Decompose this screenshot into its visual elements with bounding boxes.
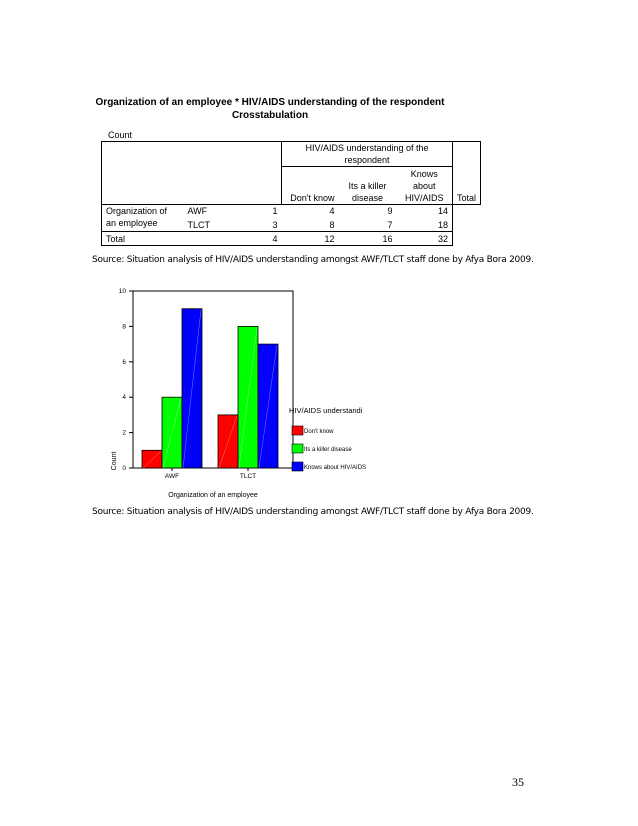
row-group-label: Organization of an employee	[102, 205, 184, 232]
legend-label: Don't know	[304, 429, 334, 435]
y-tick-label: 10	[118, 288, 126, 295]
col-total-header: Total	[453, 142, 481, 205]
source-caption-chart: Source: Situation analysis of HIV/AIDS understanding amongst AWF/TLCT staff done by Afya Bora 2009.	[92, 507, 534, 517]
cell: 12	[282, 231, 339, 245]
cell: 1	[272, 206, 278, 216]
cell: 7	[387, 219, 393, 230]
cell: 32	[397, 231, 453, 245]
crosstab-title-line2: Crosstabulation	[231, 110, 309, 121]
y-tick-label: 8	[122, 323, 126, 331]
crosstab-title-line1: Organization of an employee * HIV/AIDS understanding of the respondent	[95, 97, 445, 108]
legend-label: Knows about HIV/AIDS	[304, 465, 367, 471]
y-tick-label: 0	[122, 465, 126, 472]
legend-label: Its a killer disease	[304, 447, 352, 453]
y-axis-label: Count	[111, 451, 118, 471]
cell: 4	[225, 231, 282, 245]
cell: 8	[329, 219, 335, 230]
cell: 4	[329, 206, 335, 216]
legend-swatch	[292, 426, 303, 435]
row-label-total: Total	[102, 231, 225, 245]
source-caption-table: Source: Situation analysis of HIV/AIDS understanding amongst AWF/TLCT staff done by Afya Bora 2009.	[92, 255, 534, 265]
col-killer-header: Its a killer disease	[339, 167, 397, 205]
row-label-awf: AWF	[187, 206, 208, 216]
group-header: HIV/AIDS understanding of the respondent	[282, 142, 453, 167]
cell: 18	[397, 217, 453, 231]
y-tick-label: 2	[122, 429, 126, 437]
cell: 9	[387, 206, 393, 216]
cell: 16	[339, 231, 397, 245]
x-tick-label: AWF	[164, 473, 180, 480]
legend-title: HIV/AIDS understandi	[289, 406, 363, 415]
x-tick-label: TLCT	[239, 473, 257, 480]
col-dont-know-header: Don't know	[282, 167, 339, 205]
row-label-tlct: TLCT	[187, 219, 210, 230]
legend-swatch	[292, 462, 303, 471]
y-tick-label: 6	[122, 358, 126, 366]
cell: 14	[397, 205, 453, 218]
cell: 3	[272, 219, 278, 230]
col-knows-header: Knows about HIV/AIDS	[397, 167, 453, 205]
y-tick-label: 4	[122, 394, 126, 402]
legend-swatch	[292, 444, 303, 453]
count-label: Count	[108, 130, 133, 140]
page-number: 35	[512, 775, 524, 789]
x-axis-label: Organization of an employee	[168, 492, 258, 499]
